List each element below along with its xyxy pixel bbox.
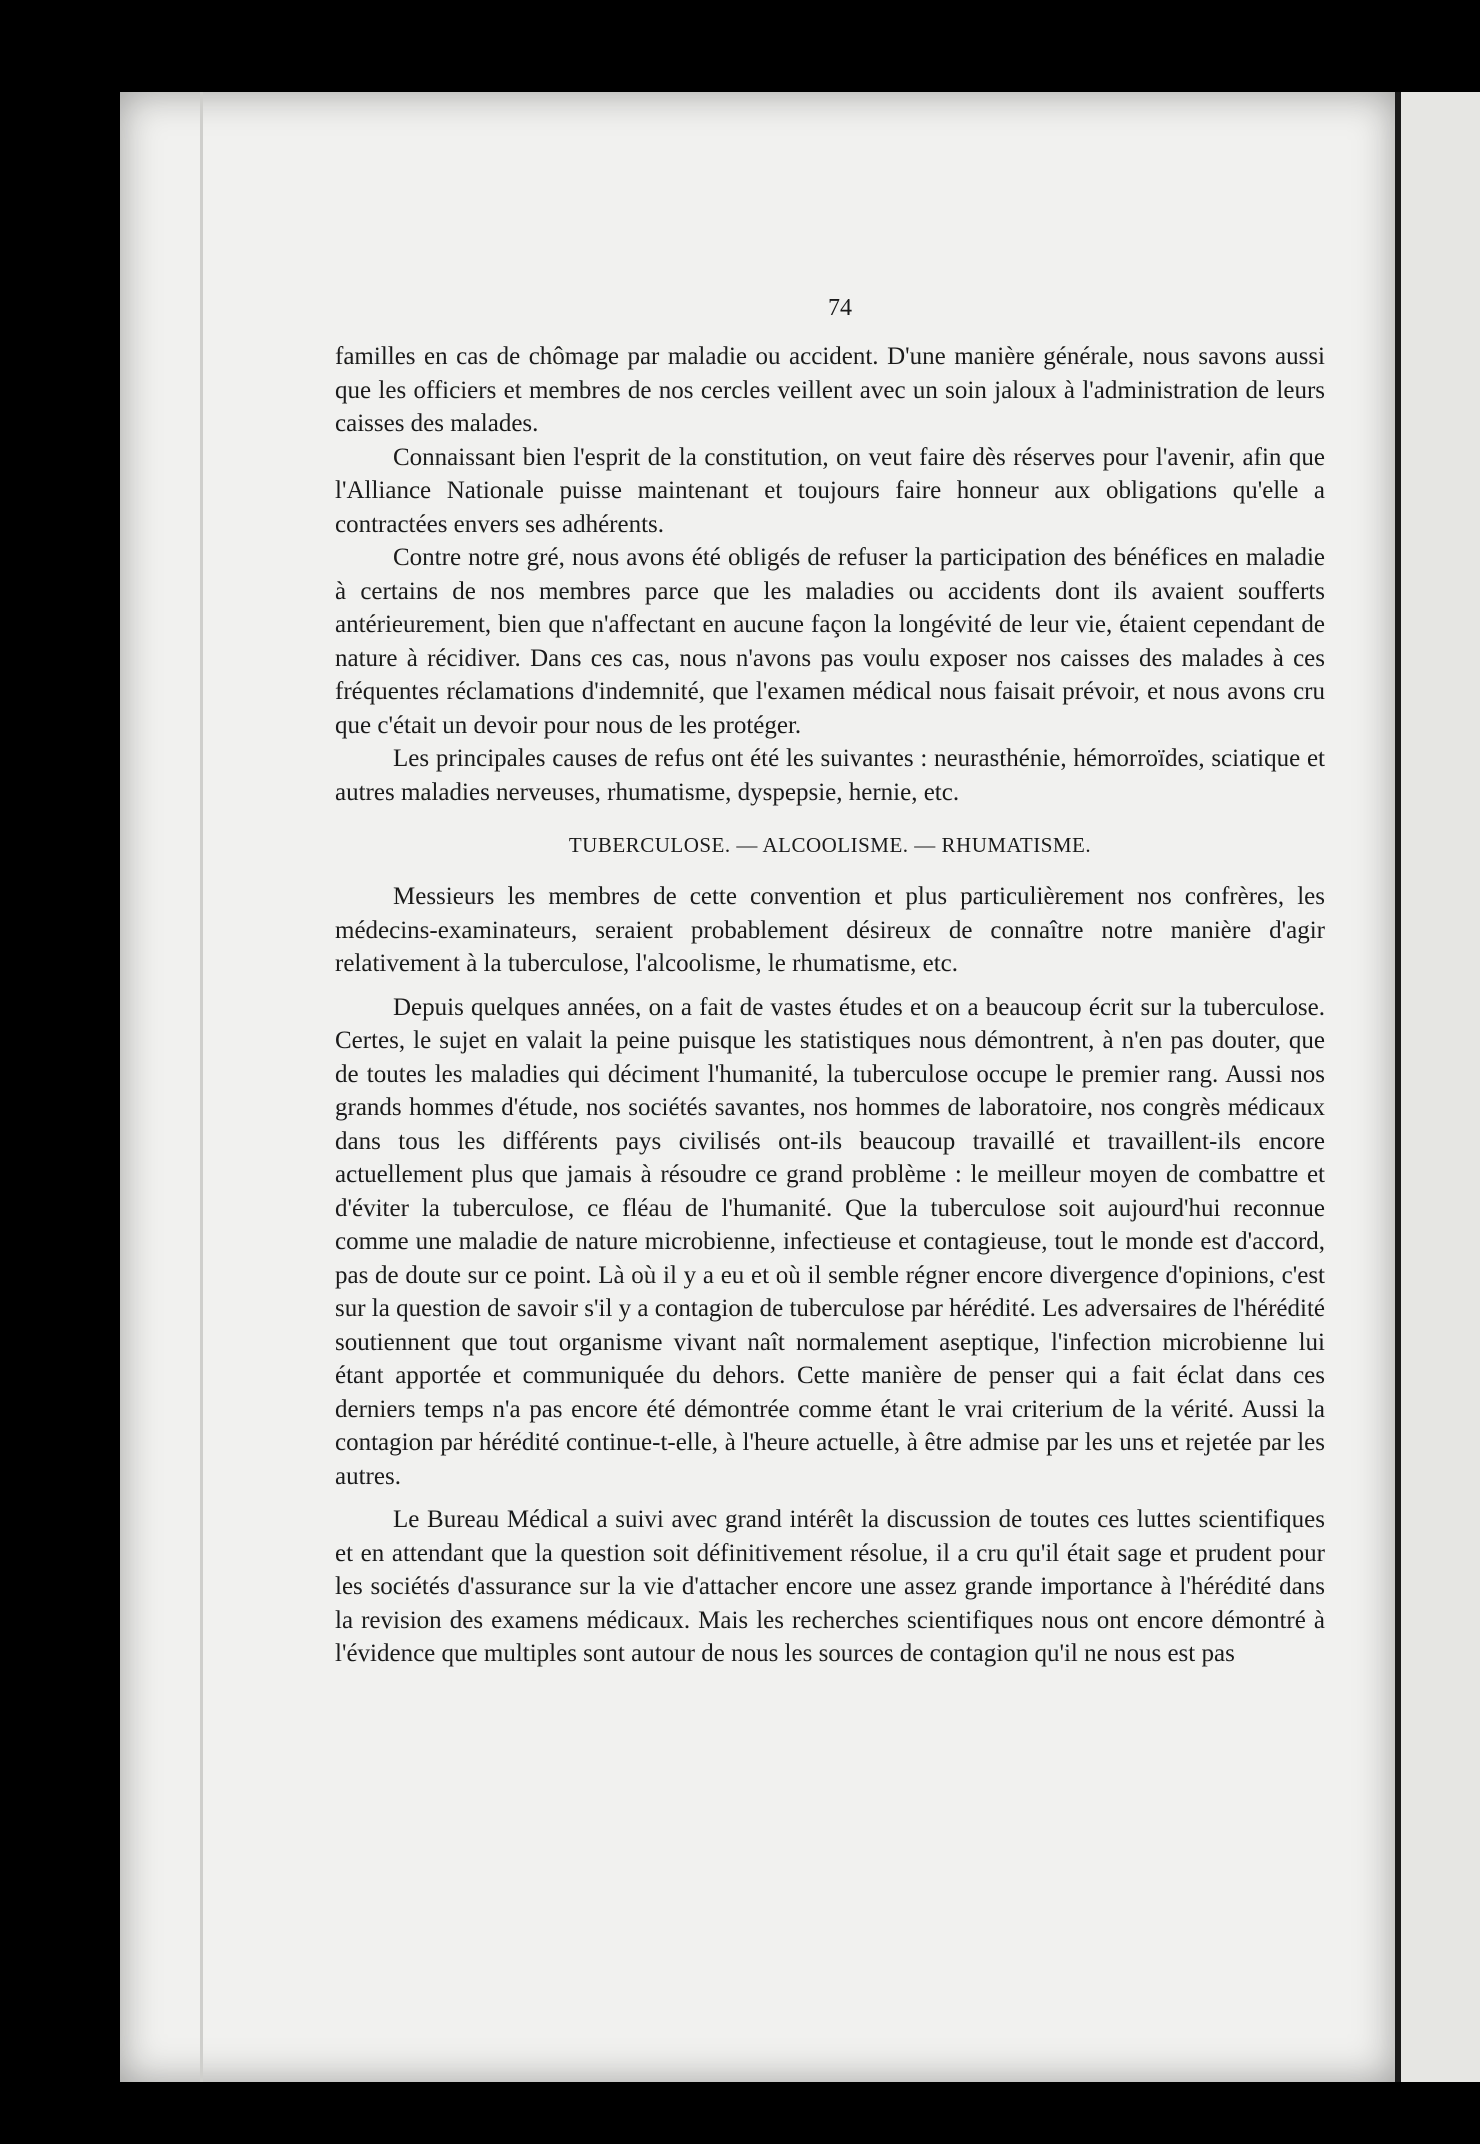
paragraph: Le Bureau Médical a suivi avec grand intérêt la discussion de toutes ces luttes scientifiques et en attendant que la question soit définitivement résolue, il a cru qu'il était sage et prudent pour les sociétés d'assurance sur la vie d'attacher encore une assez grande importance à l'hérédité dans la revision des examens médicaux. Mais les recherches scientifiques nous ont encore démontré à l'évidence que multiples sont autour de nous les sources de contagion qu'il ne nous est pas — [335, 1506, 1325, 1667]
page-margin-line — [200, 92, 203, 2082]
paragraph: Messieurs les membres de cette convention et plus particulièrement nos confrères, les médecins-examinateurs, seraient probablement désireux de connaître notre manière d'agir relativement à la tuberculose, l'alcoolisme, le rhumatisme, etc. — [335, 883, 1325, 977]
paragraph: Connaissant bien l'esprit de la constitution, on veut faire dès réserves pour l'avenir, afin que l'Alliance Nationale puisse maintenant et toujours faire honneur aux obligations qu'elle a contractées envers ses adhérents. — [335, 443, 1325, 538]
paragraph: Les principales causes de refus ont été les suivantes : neurasthénie, hémorroïdes, sciatique et autres maladies nerveuses, rhumatisme, dyspepsie, hernie, etc. — [335, 745, 1325, 806]
adjacent-page-edge — [1395, 92, 1480, 2082]
page-number: 74 — [828, 295, 852, 321]
paragraph: familles en cas de chômage par maladie ou accident. D'une manière générale, nous savons aussi que les officiers et membres de nos cercles veillent avec un soin jaloux à l'administration de leurs caisses des malades. — [335, 343, 1325, 437]
scan-border — [0, 0, 120, 2144]
page-content — [335, 295, 1325, 1671]
paragraph: Contre notre gré, nous avons été obligés de refuser la participation des bénéfices en maladie à certains de nos membres parce que les maladies ou accidents dont ils avaient soufferts antérieurement, bien que n'affectant en aucune façon la longévité de leur vie, étaient cependant de nature à récidiver. Dans ces cas, nous n'avons pas voulu exposer nos caisses des malades à ces fréquentes réclamations d'indemnité, que l'examen médical nous faisait prévoir, et nous avons cru que c'était un devoir pour nous de les protéger. — [335, 544, 1325, 739]
section-heading: TUBERCULOSE. — ALCOOLISME. — RHUMATISME. — [568, 833, 1092, 857]
paragraph: Depuis quelques années, on a fait de vastes études et on a beaucoup écrit sur la tuberculose. Certes, le sujet en valait la peine puisque les statistiques nous démontrent, à n'en pas douter, que de toutes les maladies qui déciment l'humanité, la tuberculose occupe le premier rang. Aussi nos grands hommes d'étude, nos sociétés savantes, nos hommes de laboratoire, nos congrès médicaux dans tous les différents pays civilisés ont-ils beaucoup travaillé et travaillent-ils encore actuellement plus que jamais à résoudre ce grand problème : le meilleur moyen de combattre et d'éviter la tuberculose, ce fléau de l'humanité. Que la tuberculose soit aujourd'hui reconnue comme une maladie de nature microbienne, infectieuse et contagieuse, tout le monde est d'accord, pas de doute sur ce point. Là où il y a eu et où il semble régner encore divergence d'opinions, c'est sur la question de savoir s'il y a contagion de tuberculose par hérédité. Les adversaires de l'hérédité soutiennent que tout organisme vivant naît normalement aseptique, l'infection microbienne lui étant apportée et communiquée du dehors. Cette manière de penser qui a fait éclat dans ces derniers temps n'a pas encore été démontrée comme étant le vrai criterium de la vérité. Aussi la contagion par hérédité continue-t-elle, à l'heure actuelle, à être admise par les uns et rejetée par les autres. — [335, 993, 1325, 1490]
